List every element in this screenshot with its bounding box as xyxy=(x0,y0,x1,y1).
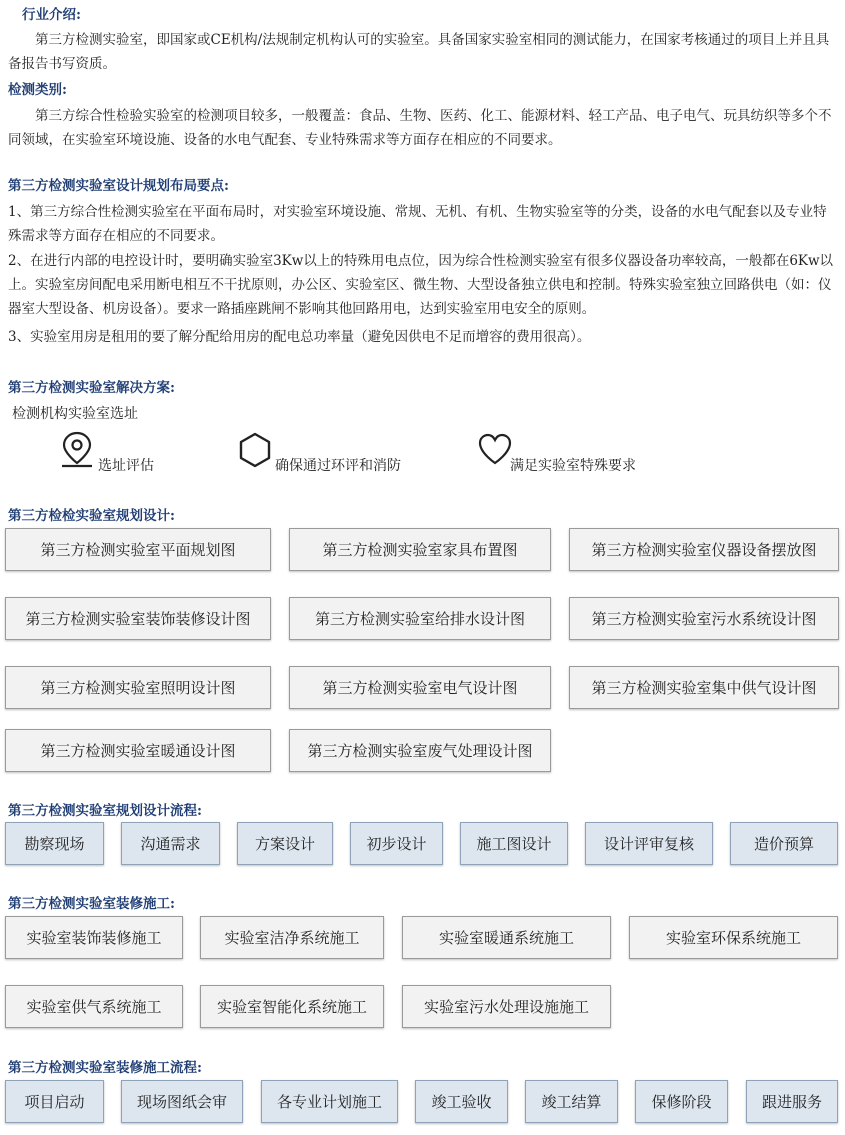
planning-item[interactable]: 第三方检测实验室暖通设计图 xyxy=(5,729,271,772)
design-flow-heading: 第三方检测实验室规划设计流程: xyxy=(8,803,202,819)
construction-flow-step[interactable]: 各专业计划施工 xyxy=(261,1080,398,1123)
design-flow-step[interactable]: 沟通需求 xyxy=(121,822,220,865)
construction-flow-step[interactable]: 保修阶段 xyxy=(635,1080,728,1123)
layout-point-3: 3、实验室用房是租用的要了解分配给用房的配电总功率量（避免因供电不足而增容的费用很高）。 xyxy=(8,329,591,345)
planning-item[interactable]: 第三方检测实验室平面规划图 xyxy=(5,528,271,571)
planning-item[interactable]: 第三方检测实验室给排水设计图 xyxy=(289,597,551,640)
construction-heading: 第三方检测实验室装修施工: xyxy=(8,896,175,912)
solution-subheading: 检测机构实验室选址 xyxy=(12,406,138,422)
construction-item[interactable]: 实验室供气系统施工 xyxy=(5,985,183,1028)
design-flow-step[interactable]: 初步设计 xyxy=(350,822,443,865)
feature-label-special: 满足实验室特殊要求 xyxy=(510,458,636,474)
planning-item[interactable]: 第三方检测实验室装饰装修设计图 xyxy=(5,597,271,640)
design-flow-step[interactable]: 方案设计 xyxy=(237,822,333,865)
design-flow-step[interactable]: 施工图设计 xyxy=(460,822,568,865)
construction-flow-heading: 第三方检测实验室装修施工流程: xyxy=(8,1060,202,1076)
categories-text: 第三方综合性检验实验室的检测项目较多，一般覆盖：食品、生物、医药、化工、能源材料、轻工产品、电子电气、玩具纺织等多个不同领域，在实验室环境设施、设备的水电气配套、专业特殊需求等方面存在相应的不同要求。 xyxy=(8,108,832,148)
planning-item[interactable]: 第三方检测实验室仪器设备摆放图 xyxy=(569,528,839,571)
planning-heading: 第三方检检实验室规划设计: xyxy=(8,508,175,524)
location-pin-icon xyxy=(60,430,94,468)
intro-heading: 行业介绍: xyxy=(22,7,81,23)
design-flow-step[interactable]: 勘察现场 xyxy=(5,822,104,865)
construction-item[interactable]: 实验室装饰装修施工 xyxy=(5,916,183,959)
construction-flow-step[interactable]: 跟进服务 xyxy=(746,1080,838,1123)
construction-item[interactable]: 实验室暖通系统施工 xyxy=(402,916,611,959)
construction-flow-step[interactable]: 现场图纸会审 xyxy=(121,1080,243,1123)
construction-item[interactable]: 实验室环保系统施工 xyxy=(629,916,838,959)
feature-label-site: 选址评估 xyxy=(98,458,154,474)
construction-item[interactable]: 实验室智能化系统施工 xyxy=(200,985,384,1028)
planning-item[interactable]: 第三方检测实验室废气处理设计图 xyxy=(289,729,551,772)
design-flow-step[interactable]: 造价预算 xyxy=(730,822,838,865)
layout-point-1: 1、第三方综合性检测实验室在平面布局时，对实验室环境设施、常规、无机、有机、生物实验室等的分类，设备的水电气配套以及专业特殊需求等方面存在相应的不同要求。 xyxy=(8,204,827,244)
construction-item[interactable]: 实验室污水处理设施施工 xyxy=(402,985,611,1028)
construction-flow-step[interactable]: 竣工结算 xyxy=(525,1080,618,1123)
construction-flow-step[interactable]: 项目启动 xyxy=(5,1080,104,1123)
planning-item[interactable]: 第三方检测实验室家具布置图 xyxy=(289,528,551,571)
design-flow-step[interactable]: 设计评审复核 xyxy=(585,822,713,865)
planning-item[interactable]: 第三方检测实验室照明设计图 xyxy=(5,666,271,709)
feature-label-eia: 确保通过环评和消防 xyxy=(275,458,401,474)
planning-item[interactable]: 第三方检测实验室污水系统设计图 xyxy=(569,597,839,640)
categories-heading: 检测类别: xyxy=(8,82,67,98)
construction-flow-step[interactable]: 竣工验收 xyxy=(415,1080,508,1123)
layout-point-2: 2、在进行内部的电控设计时，要明确实验室3Kw以上的特殊用电点位，因为综合性检测实验室有很多仪器设备功率较高，一般都在6Kw以上。实验室房间配电采用断电相互不干扰原则，办公区、实验室区、微生物、大型设备独立供电和控制。特殊实验室独立回路供电（如：仪器室大型设备、机房设备）。要求一路插座跳闸不影响其他回路用电，达到实验室用电安全的原则。 xyxy=(8,253,834,317)
planning-item[interactable]: 第三方检测实验室集中供气设计图 xyxy=(569,666,839,709)
intro-text: 第三方检测实验室，即国家或CE机构/法规制定机构认可的实验室。具备国家实验室相同的测试能力，在国家考核通过的项目上并且具备报告书写资质。 xyxy=(8,32,830,72)
solution-heading: 第三方检测实验室解决方案: xyxy=(8,380,175,396)
hexagon-icon xyxy=(238,432,272,468)
planning-item[interactable]: 第三方检测实验室电气设计图 xyxy=(289,666,551,709)
heart-icon xyxy=(477,432,513,466)
construction-item[interactable]: 实验室洁净系统施工 xyxy=(200,916,384,959)
layout-points-heading: 第三方检测实验室设计规划布局要点: xyxy=(8,178,229,194)
